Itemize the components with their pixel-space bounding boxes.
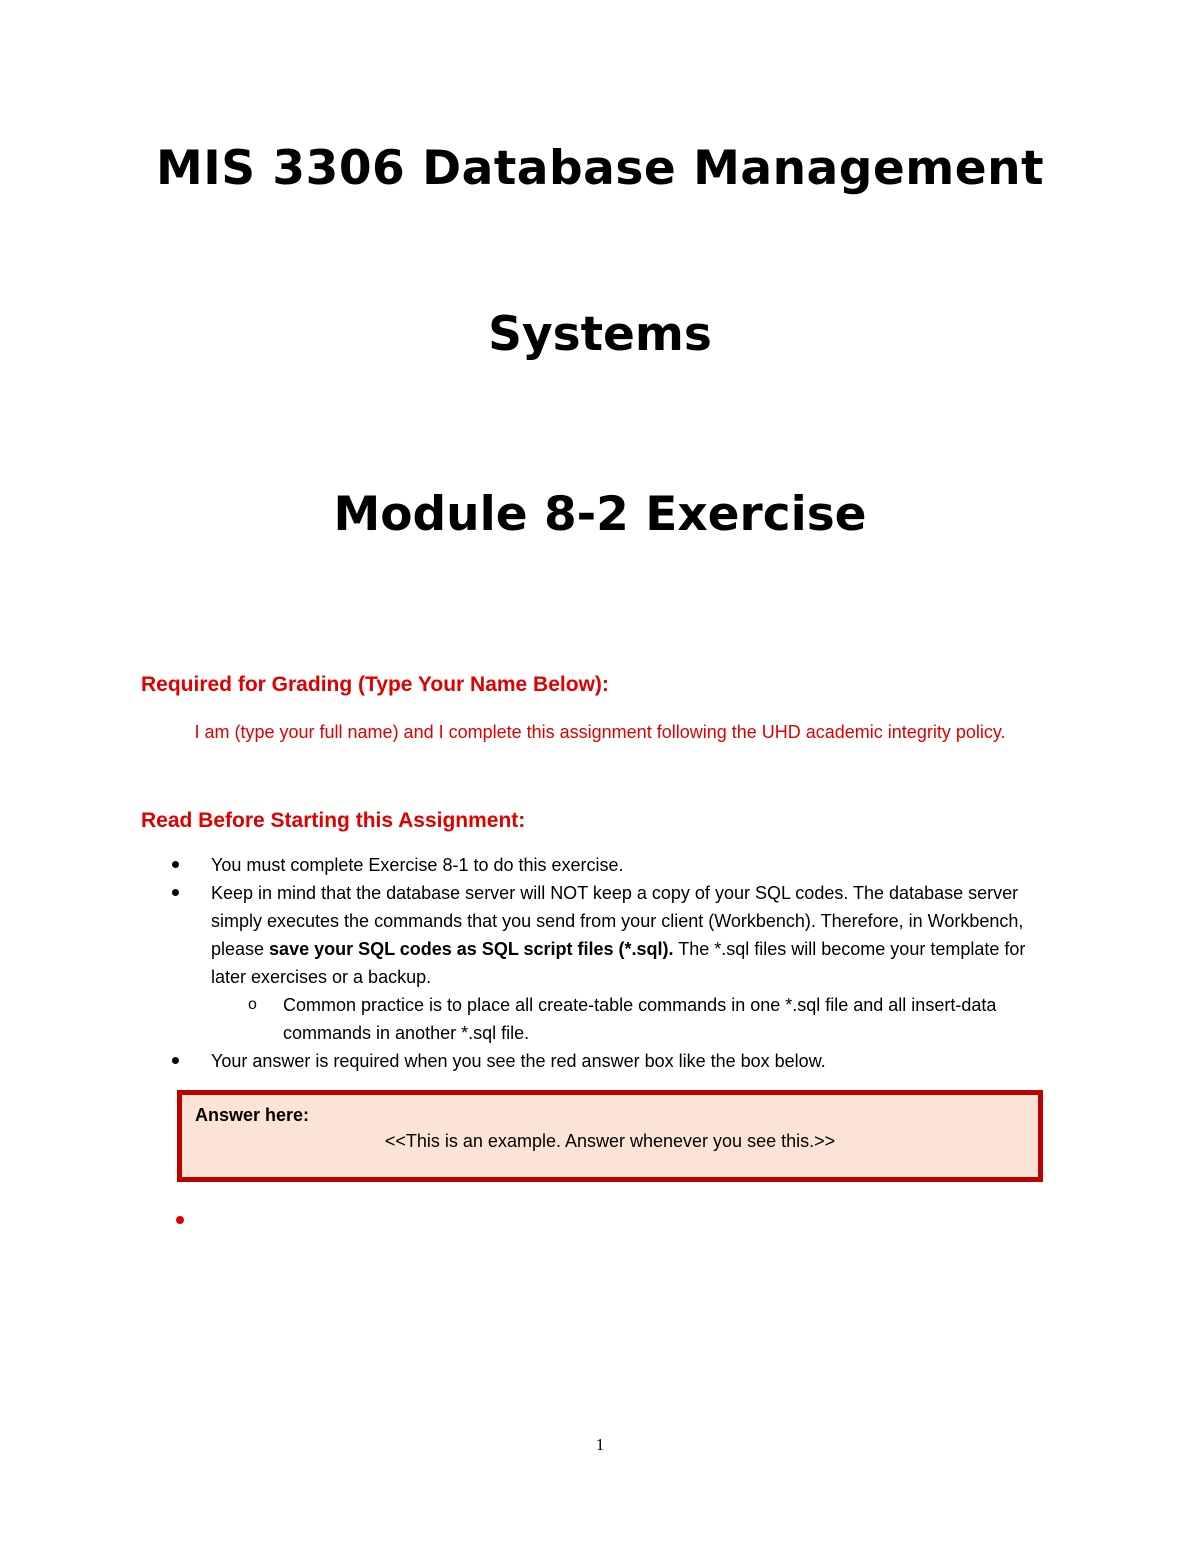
- bullet-text: Your answer is required when you see the red answer box like the box below.: [211, 1051, 826, 1071]
- document-subtitle: Module 8-2 Exercise: [333, 487, 867, 542]
- list-item: [0, 1047, 1056, 1075]
- list-item: [0, 851, 1056, 879]
- bullet-text: The *.sql files will become your template for later exercises or a backup.: [211, 939, 1026, 987]
- sub-list-item: [0, 991, 1043, 1047]
- sub-bullet-text: Common practice is to place all create-table commands in one *.sql file and all insert-data commands in another *.sql file.: [283, 995, 997, 1043]
- bullet-text: You must complete Exercise 8-1 to do this exercise.: [211, 855, 624, 875]
- page-number: 1: [595, 1435, 605, 1454]
- circle-bullet-icon: o: [248, 996, 257, 1013]
- read-before-starting-heading: Read Before Starting this Assignment:: [141, 809, 526, 832]
- required-for-grading-heading: Required for Grading (Type Your Name Below):: [141, 673, 609, 696]
- bullet-icon: [172, 861, 179, 868]
- integrity-statement[interactable]: I am (type your full name) and I complete this assignment following the UHD academic integrity policy.: [194, 722, 1006, 742]
- bullet-bold-text: save your SQL codes as SQL script files (*.sql).: [269, 939, 674, 959]
- bullet-text: Keep in mind that the database server will NOT keep a copy of your SQL codes. The database server simply executes the commands that you send from your client (Workbench). Therefore, in Workbench, please: [211, 883, 1024, 959]
- instructions-list: [0, 851, 1200, 1075]
- answer-example-text[interactable]: <<This is an example. Answer whenever you see this.>>: [384, 1131, 836, 1151]
- document-title-line-1: MIS 3306 Database Management: [155, 141, 1045, 196]
- list-item: [0, 879, 1056, 991]
- bullet-icon: [172, 1057, 179, 1064]
- red-bullet-icon: [176, 1216, 184, 1224]
- answer-box[interactable]: [177, 1090, 1043, 1182]
- answer-label: Answer here:: [195, 1105, 310, 1125]
- document-title-line-2: Systems: [488, 307, 712, 362]
- bullet-icon: [172, 889, 179, 896]
